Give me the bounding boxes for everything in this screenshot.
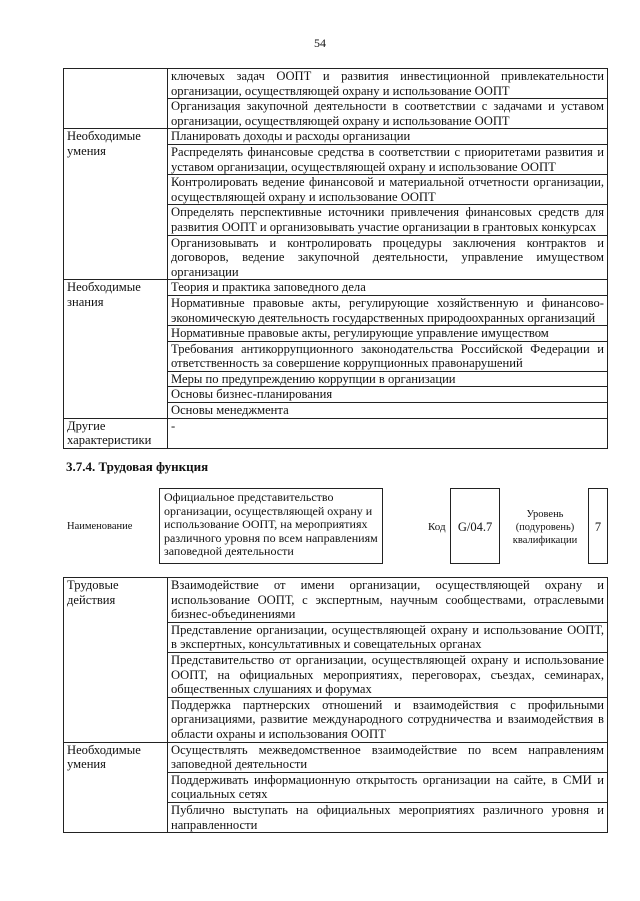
- row-item: Поддержка партнерских отношений и взаимодействия с профильными организациями, развитие международного сотрудничества и взаимодействия в области охраны и использования ООПТ: [168, 697, 608, 742]
- row-item: Планировать доходы и расходы организации: [168, 129, 608, 145]
- row-item: Основы бизнес-планирования: [168, 387, 608, 403]
- row-item: Требования антикоррупционного законодательства Российской Федерации и ответственность за совершение коррупционных правонарушений: [168, 341, 608, 371]
- row-label: Необходимые умения: [64, 129, 168, 280]
- table-row: [64, 69, 608, 99]
- row-item: Контролировать ведение финансовой и материальной отчетности организации, осуществляющей охрану и использование ООПТ: [168, 175, 608, 205]
- table-row: [64, 578, 608, 623]
- code-label: Код: [428, 521, 446, 533]
- row-item: Представительство от организации, осуществляющей охрану и использование ООПТ, на официальных мероприятиях, переговорах, съездах, семинарах, общественных слушаниях и форумах: [168, 652, 608, 697]
- name-label: Наименование: [67, 521, 133, 532]
- row-item: Нормативные правовые акты, регулирующие управление имуществом: [168, 326, 608, 342]
- row-label: [64, 69, 168, 129]
- row-item: Основы менеджмента: [168, 403, 608, 419]
- row-item: Осуществлять межведомственное взаимодействие по всем направлениям заповедной деятельности: [168, 742, 608, 772]
- row-item: Меры по предупреждению коррупции в организации: [168, 371, 608, 387]
- function-code: G/04.7: [450, 488, 500, 564]
- labor-function-table: [63, 577, 608, 833]
- row-label: Необходимые знания: [64, 280, 168, 418]
- row-item: Определять перспективные источники привлечения финансовых средств для развития ООПТ и организовывать участие организации в грантовых конкурсах: [168, 205, 608, 235]
- row-label: Необходимые умения: [64, 742, 168, 833]
- row-item: Организация закупочной деятельности в соответствии с задачами и уставом организации, осуществляющей охрану и использование ООПТ: [168, 99, 608, 129]
- function-header: [63, 488, 608, 568]
- row-label: Другие характеристики: [64, 418, 168, 448]
- row-item: Нормативные правовые акты, регулирующие хозяйственную и финансово-экономическую деятельность государственных природоохранных организаций: [168, 295, 608, 325]
- level-label: Уровень (подуровень) квалификации: [512, 509, 578, 546]
- row-item: -: [168, 418, 608, 448]
- row-item: ключевых задач ООПТ и развития инвестиционной привлекательности организации, осуществляющей охрану и использование ООПТ: [168, 69, 608, 99]
- row-item: Поддерживать информационную открытость организации на сайте, в СМИ и социальных сетях: [168, 772, 608, 802]
- qualification-level: 7: [588, 488, 608, 564]
- page-number: 54: [314, 36, 326, 50]
- competency-table-continued: [63, 68, 608, 449]
- row-item: Взаимодействие от имени организации, осуществляющей охрану и использование ООПТ, с экспертным, научным сообществами, отраслевыми бизнес-объединениями: [168, 578, 608, 623]
- row-item: Публично выступать на официальных мероприятиях различного уровня и направленности: [168, 802, 608, 832]
- row-label: Трудовые действия: [64, 578, 168, 743]
- row-item: Представление организации, осуществляющей охрану и использование ООПТ, в экспертных, консультативных и совещательных органах: [168, 622, 608, 652]
- function-name: Официальное представительство организации, осуществляющей охрану и использование ООПТ, на мероприятиях различного уровня по всем направлениям заповедной деятельности: [159, 488, 383, 564]
- row-item: Теория и практика заповедного дела: [168, 280, 608, 296]
- row-item: Распределять финансовые средства в соответствии с приоритетами развития и уставом организации, осуществляющей охрану и использование ООПТ: [168, 144, 608, 174]
- table-row: [64, 129, 608, 145]
- table-row: [64, 280, 608, 296]
- table-row: [64, 742, 608, 772]
- section-title: 3.7.4. Трудовая функция: [66, 459, 209, 474]
- table-row: [64, 418, 608, 448]
- row-item: Организовывать и контролировать процедуры заключения контрактов и договоров, ведение закупочной деятельности, управление имуществом организации: [168, 235, 608, 280]
